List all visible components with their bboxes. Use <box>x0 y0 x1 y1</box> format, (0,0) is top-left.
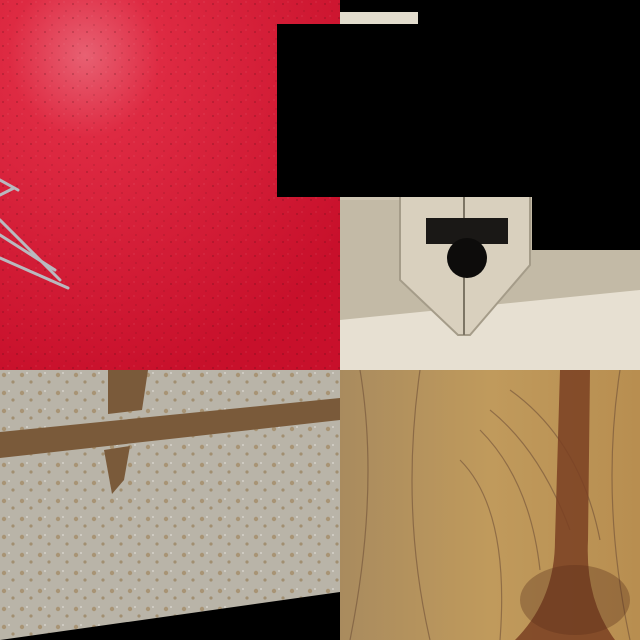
wood-panel <box>340 370 640 640</box>
mask-block-top-right <box>418 0 640 24</box>
mask-block-right <box>532 165 640 250</box>
concrete-panel <box>0 370 340 640</box>
